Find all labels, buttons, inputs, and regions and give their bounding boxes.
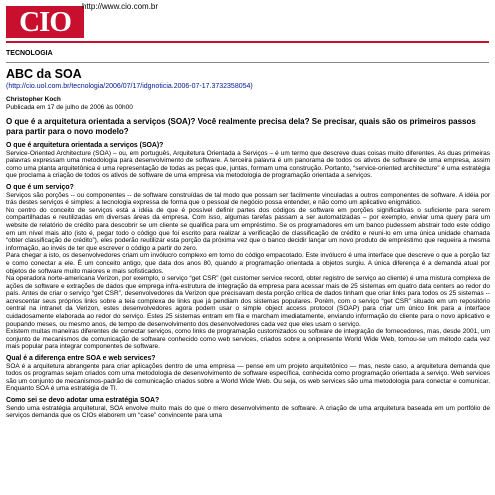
site-url[interactable]: http://www.cio.com.br xyxy=(82,2,159,11)
article-body xyxy=(6,142,490,420)
section-heading: O que é arquitetura orientada a serviços (SOA)? xyxy=(6,142,164,149)
paragraph: Para chegar a isto, os desenvolvedores criam um invólucro complexo em torno do código empacotado. Este invólucro é uma interface que descreve o que a porção faz e como conectar a ele. É um conceito antigo, que data dos anos 80, quando a programação orientada a objetos surgiu. A única diferença é a demanda atual por objetos de software muito maiores e mais sofisticados. xyxy=(6,252,490,275)
article-title: ABC da SOA xyxy=(6,67,82,81)
header-divider xyxy=(6,41,489,43)
article-lead: O que é a arquitetura orientada a serviços (SOA)? Você realmente precisa dela? Se precisar, quais são os primeiros passos para partir para o novo modelo? xyxy=(6,117,476,136)
paragraph: SOA é a arquitetura abrangente para criar aplicações dentro de uma empresa — pense em um projeto arquitetônico — mas, neste caso, a arquitetura demanda que todos os programas sejam criados com uma metodologia de desenvolvimento de software específica, conhecida como programação orientada a serviço. Web services são um conjunto de mecanismos-padrão de comunicação criados sobre a World Wide Web. Ou seja, os web services são uma metodologia para conectar e comunicar. Enquanto SOA é uma estratégia de TI. xyxy=(6,362,490,393)
cio-logo[interactable] xyxy=(6,6,84,38)
logo-text: CIO xyxy=(19,5,71,38)
section-heading: Como sei se devo adotar uma estratégia SOA? xyxy=(6,397,160,404)
paragraph: No centro do conceito de serviços está a idéia de que é possível definir partes dos códigos de software em porções significativas o suficiente para serem compartilhadas e reutilizadas em diversas áreas da empresa. Com isso, algumas tarefas passam a ser automatizadas – por exemplo, enviar uma query para um website de relatório de crédito para descobrir se um cliente se qualifica para um empréstimo. Se os programadores em um banco pudessem abstrair todo este código em um nível mais alto (isto é, pegar todo o código que foi escrito para realizar a verificação de classificação de crédito e reuni-lo em uma única unidade chamada “obter classificação de crédito”), eles poderão reutilizar esta porção da próxima vez que o banco decidir lançar um novo produto de empréstimo que requeira a mesma informação, ao invés de ter que escrever o código a partir do zero. xyxy=(6,206,490,252)
paragraph: Existem muitas maneiras diferentes de conectar serviços, como links de programação customizados ou software de integração de fornecedores, mas, desde 2001, um conjunto de mecanismos de comunicação de software conhecido como web services, criados sobre a onipresente World Wide Web, tornou-se um método cada vez mais popular para integrar componentes de software. xyxy=(6,328,490,351)
paragraph: Na operadora norte-americana Verizon, por exemplo, o serviço “get CSR” (get customer service record, obter registro de serviço ao cliente) é uma mistura complexa de ações de software e extrações de dados que emprega infra-estrutura de integração da empresa para acessar mais de 25 sistemas em quatro data centers ao redor do país. Antes de criar o serviço “get CSR”, desenvolvedores da Verizon que precisavam desta porção crítica de dados tinham que criar links para todos os 25 sistemas -- acrescentar seus próprios links sobre a teia complexa de links que já pendiam dos sistemas populares. Porém, com o serviço “get CSR” situado em um repositório central na intranet da Verizon, estes desenvolvedores agora podem usar o simple object access protocol (SOAP) para criar um único link para a interface cuidadosamente elaborada ao redor do serviço. Estes 25 sistemas entram em fila e marcham imediatamente, enviando informação do cliente para o novo aplicativo e poupando meses, ou mesmo anos, de tempo de desenvolvimento dos desenvolvedores cada vez que eles usam o serviço. xyxy=(6,275,490,328)
section-label: TECNOLOGIA xyxy=(6,50,53,57)
paragraph: Sendo uma estratégia arquitetural, SOA envolve muito mais do que o mero desenvolvimento de software. A criação de uma arquitetura baseada em um portfólio de serviços demanda que os CIOs elaborem um “case” convincente para uma xyxy=(6,404,490,420)
paragraph: Service-Oriented Architecture (SOA) – ou, em português, Arquitetura Orientada a Serviços – é um termo que descreve duas coisas muito diferentes. As duas primeiras palavras expressam uma metodologia para desenvolvimento de software. A terceira palavra é um panorama de todos os ativos de software de uma empresa, assim como uma planta arquitetônica é uma representação de todas as peças que, juntas, formam uma construção. Portanto, “service-oriented architecture” é uma estratégia que proclama a criação de todos os ativos de software de uma empresa via metodologia de programação orientada a serviços. xyxy=(6,149,490,180)
section-heading: Qual é a diferença entre SOA e web services? xyxy=(6,355,156,363)
publication-date: Publicada em 17 de julho de 2006 às 00h00 xyxy=(6,104,133,111)
section-divider xyxy=(6,62,489,63)
paragraph: Serviços são porções -- ou componentes -- de software construídas de tal modo que possam ser facilmente vinculadas a outros componentes de software. A idéia por trás destes serviços é simples: a tecnologia expressa de forma que o pessoal de negócio possa entender, e não como um aplicativo enigmático. xyxy=(6,191,490,207)
site-header xyxy=(6,5,84,39)
article-url-link[interactable]: (http://cio.uol.com.br/tecnologia/2006/07/17/idgnoticia.2006-07-17.3732358054) xyxy=(6,83,253,90)
article-author: Christopher Koch xyxy=(6,96,61,103)
section-heading: O que é um serviço? xyxy=(6,183,74,191)
